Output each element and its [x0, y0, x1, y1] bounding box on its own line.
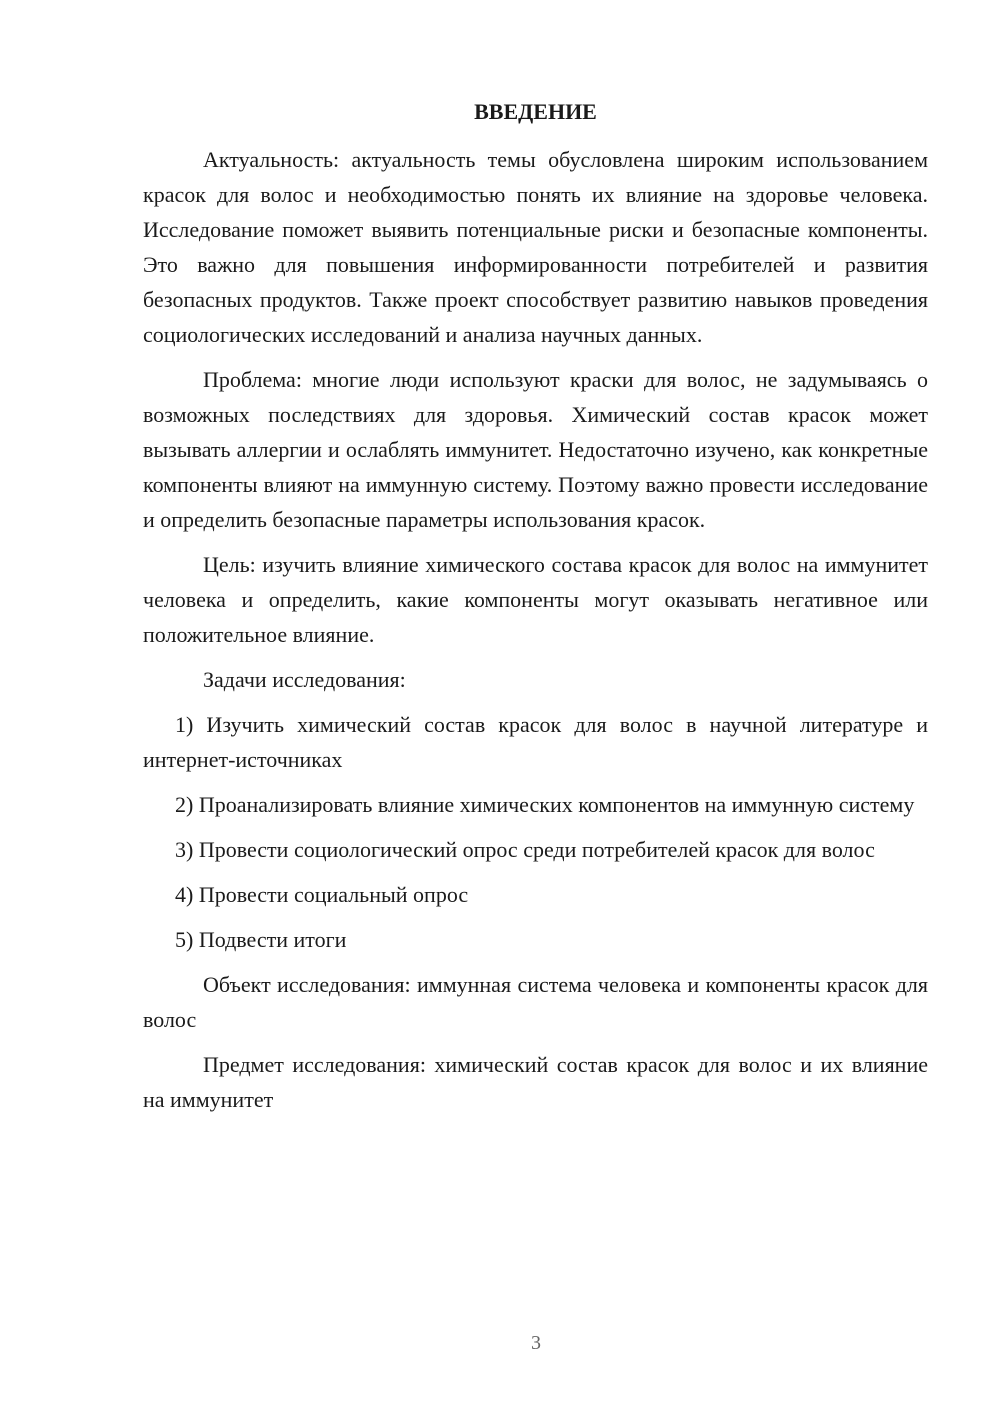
page-content: [143, 94, 928, 1127]
list-item: 4) Провести социальный опрос: [175, 882, 469, 907]
list-item: 5) Подвести итоги: [175, 927, 347, 952]
paragraph-tasks-heading: Задачи исследования:: [203, 667, 406, 692]
page-title: ВВЕДЕНИЕ: [474, 99, 597, 124]
page-number: 3: [531, 1332, 541, 1354]
list-item: 2) Проанализировать влияние химических компонентов на иммунную систему: [175, 792, 915, 817]
paragraph-object: Объект исследования: иммунная система человека и компоненты красок для волос: [143, 972, 928, 1032]
paragraph-subject: Предмет исследования: химический состав красок для волос и их влияние на иммунитет: [143, 1052, 928, 1112]
tasks-list: [143, 707, 928, 957]
list-item: 3) Провести социологический опрос среди потребителей красок для волос: [175, 837, 875, 862]
paragraph-problem: Проблема: многие люди используют краски для волос, не задумываясь о возможных последствиях для здоровья. Химический состав красок может вызывать аллергии и ослаблять иммунитет. Недостаточно изучено, как конкретные компоненты влияют на иммунную систему. Поэтому важно провести исследование и определить безопасные параметры использования красок.: [143, 367, 928, 532]
paragraph-goal: Цель: изучить влияние химического состава красок для волос на иммунитет человека и определить, какие компоненты могут оказывать негативное или положительное влияние.: [143, 552, 928, 647]
paragraph-relevance: Актуальность: актуальность темы обусловлена широким использованием красок для волос и необходимостью понять их влияние на здоровье человека. Исследование поможет выявить потенциальные риски и безопасные компоненты. Это важно для повышения информированности потребителей и развития безопасных продуктов. Также проект способствует развитию навыков проведения социологических исследований и анализа научных данных.: [143, 147, 928, 347]
list-item: 1) Изучить химический состав красок для волос в научной литературе и интернет-источниках: [143, 712, 928, 772]
